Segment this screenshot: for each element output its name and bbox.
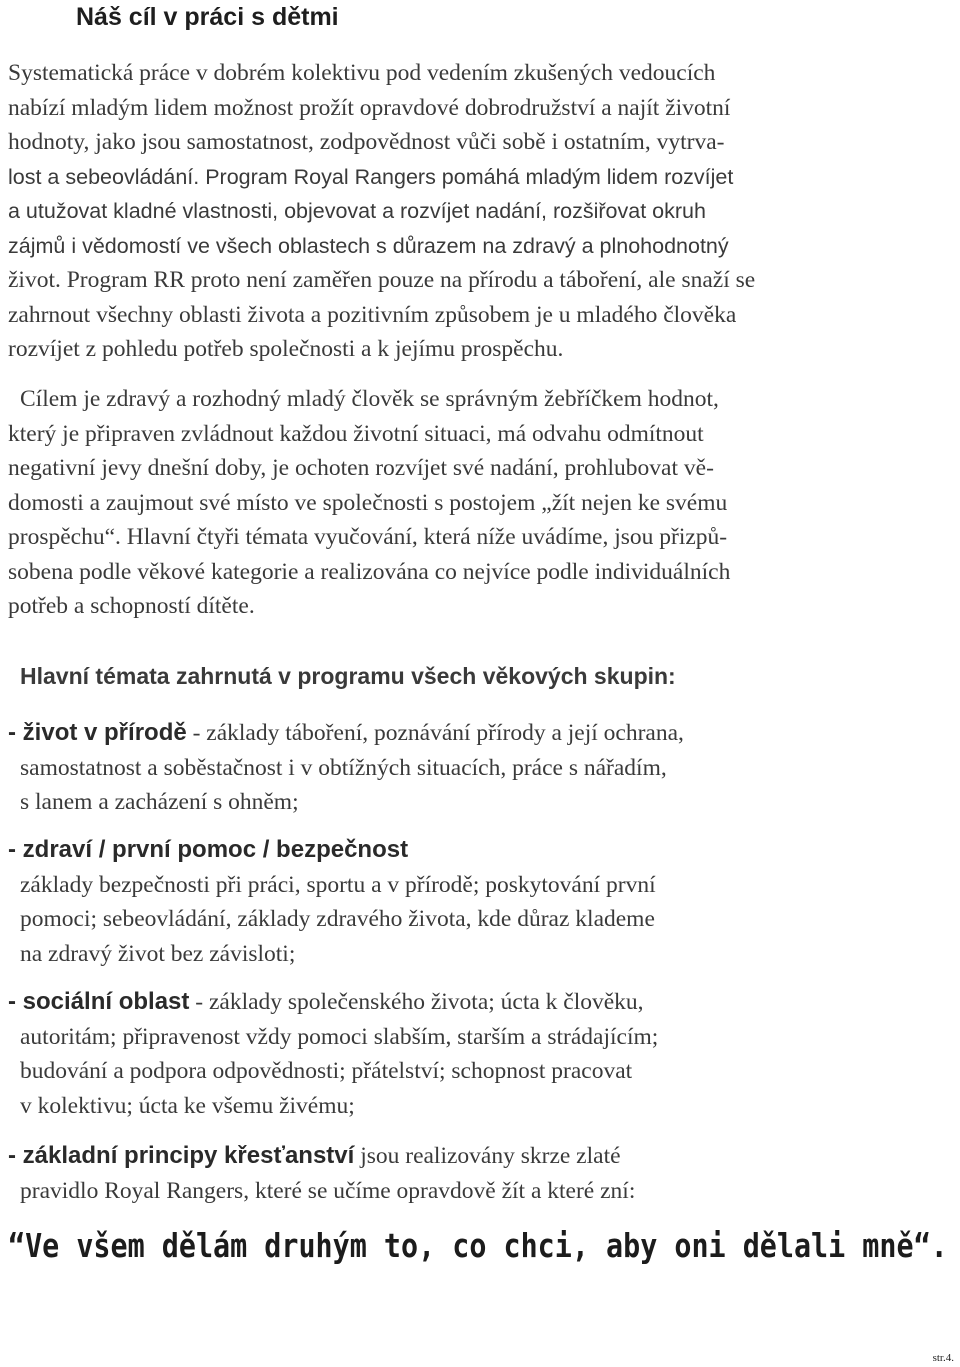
page-title: Náš cíl v práci s dětmi [76,3,339,31]
page-number: str.4. [932,1352,954,1364]
topic-social [8,985,908,1123]
topic-line: pomoci; sebeovládání, základy zdravého života, kde důraz klademe [20,906,655,932]
topic-christianity [8,1139,908,1208]
topic-line: samostatnost a soběstačnost i v obtížných situacích, práce s nářadím, [20,754,667,781]
paragraph-line: sobena podle věkové kategorie a realizována co nejvíce podle individuálních [8,558,731,585]
paragraph-line: lost a sebeovládání. Program Royal Rangers pomáhá mladým lidem rozvíjet [8,164,734,189]
topic-line: na zdravý život bez závisloti; [20,940,296,967]
topic-intro-text: jsou realizovány skrze zlaté [354,1143,621,1169]
paragraph-line: a utužovat kladné vlastnosti, objevovat a rozvíjet nadání, rozšiřovat okruh [8,199,706,223]
topic-line: v kolektivu; úcta ke všemu živému; [20,1092,355,1119]
intro-paragraph [8,56,888,367]
topic-line: budování a podpora odpovědnosti; přátelství; schopnost pracovat [20,1058,633,1084]
paragraph-line: prospěchu“. Hlavní čtyři témata vyučování, která níže uvádíme, jsou přizpů- [8,524,728,550]
topic-dash: - [8,719,23,746]
paragraph-line: rozvíjet z pohledu potřeb společnosti a k jejímu prospěchu. [8,336,564,362]
topic-intro-text: - základy společenského života; úcta k člověku, [189,989,644,1015]
topics-heading: Hlavní témata zahrnutá v programu všech věkových skupin: [20,663,676,689]
paragraph-line: nabízí mladým lidem možnost prožít opravdové dobrodružství a najít životní [8,94,731,121]
paragraph-line: zájmů i vědomostí ve všech oblastech s důrazem na zdravý a plnohodnotný [8,233,729,258]
paragraph-line: který je připraven zvládnout každou životní situaci, má odvahu odmítnout [8,420,704,447]
paragraph-line: život. Program RR proto není zaměřen pouze na přírodu a táboření, ale snaží se [8,267,756,293]
paragraph-line: hodnoty, jako jsou samostatnost, zodpovědnost vůči sobě i ostatním, vytrva- [8,129,725,155]
topic-dash: - [8,1142,23,1169]
paragraph-line: Systematická práce v dobrém kolektivu pod vedením zkušených vedoucích [8,60,716,86]
topic-line: s lanem a zacházení s ohněm; [20,789,299,815]
topic-title: sociální oblast [22,988,190,1015]
topic-title: život v přírodě [22,719,187,746]
topic-dash: - [8,836,23,863]
paragraph-line: domosti a zaujmout své místo ve společnosti s postojem „žít nejen ke svému [8,489,728,516]
paragraph-line: Cílem je zdravý a rozhodný mladý člověk se správným žebříčkem hodnot, [20,386,719,412]
paragraph-line: potřeb a schopností dítěte. [8,593,255,619]
golden-rule-quote: “Ve všem dělám druhým to, co chci, aby oni dělali mně“. [8,1226,948,1265]
paragraph-line: negativní jevy dnešní doby, je ochoten rozvíjet své nadání, prohlubovat vě- [8,455,714,481]
topic-nature [8,716,908,820]
topic-intro-text: - základy táboření, poznávání přírody a její ochrana, [186,720,684,746]
topic-title: zdraví / první pomoc / bezpečnost [22,836,409,863]
topic-line: základy bezpečnosti při práci, sportu a v přírodě; poskytování první [20,871,656,898]
topic-dash: - [8,988,23,1015]
goal-paragraph [8,382,888,624]
topic-health [8,833,908,971]
topic-line: autoritám; připravenost vždy pomoci slabším, starším a strádajícím; [20,1023,659,1050]
paragraph-line: zahrnout všechny oblasti života a pozitivním způsobem je u mladého člověka [8,301,737,328]
topic-title: základní principy křesťanství [22,1142,355,1169]
topic-line: pravidlo Royal Rangers, které se učíme opravdově žít a které zní: [20,1177,636,1204]
